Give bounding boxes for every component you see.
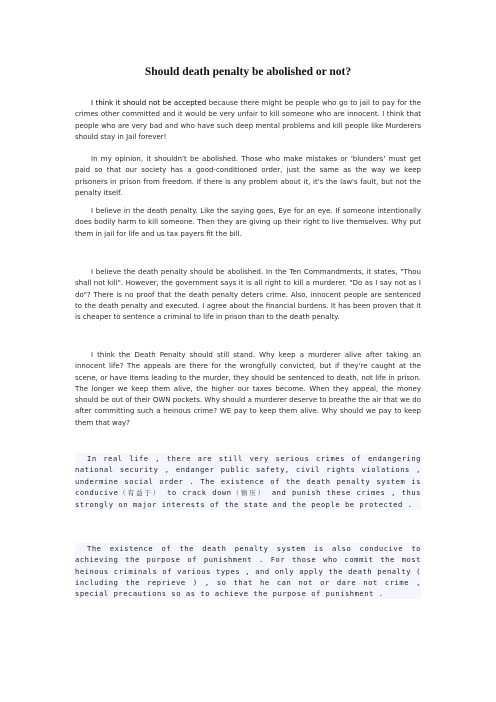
paragraph-4: [75, 267, 421, 323]
paragraph-6-gloss-1: （有益于）: [118, 488, 162, 497]
paragraph-2: In my opinion, it shouldn't be abolished. Those who make mistakes or 'blunders' must get paid so that our society has a good-conditioned order, just the same as the way we keep prisoners in prison from freedom. If there is any problem about it, it's the law's fault, but not the penalty itself.: [75, 155, 421, 197]
paragraph-1-body: because there might be people who go to jail to pay for the crimes other committed and it would be very unfair to kill someone who are innocent. I think that people who are very bad and who have such deep mental problems and kill people like Murderers should stay in Jail forever!: [75, 99, 422, 141]
document-title: Should death penalty be abolished or not?: [144, 66, 352, 78]
paragraph-6-gloss-2: （镇压）: [231, 488, 267, 497]
paragraph-5: I think the Death Penalty should still stand. Why keep a murderer alive after taking an innocent life? The appeals are there for the wrongfully convicted, but if they're caught at the scene, or have items leading to the murder, they should be sentenced to death, not life in prison. The longer we keep them alive, the higher our taxes become. When they appeal, the money should be out of their OWN pockets. Why should a murderer deserve to breathe the air that we do after committing such a heinous crime? WE pay to keep them alive. Why should we pay to keep them that way?: [75, 351, 421, 427]
paragraph-4-lead: I believe the death penalty should be abolished: [91, 268, 261, 276]
paragraph-6: [75, 453, 421, 510]
paragraph-4-body: . In the Ten Commandments, it states, "Thou shall not kill". However, the government says it is all right to kill a murderer. "Do as I say not as I do"? There is no proof that the death penalty deters crime. Also, innocent people are sentenced to the death penalty and executed. I agree about the financial burdens. It has been proven that it is cheaper to sentence a criminal to life in prison than to the death penalty.: [75, 268, 421, 322]
paragraph-3: I believe in the death penalty. Like the saying goes, Eye for an eye. If someone intentionally does bodily harm to kill someone. Then they are giving up their right to live themselves. Why put them in jail for life and us tax payers fit the bill.: [75, 207, 421, 238]
paragraph-1-lead: I think it should not be accepted: [91, 99, 207, 107]
paragraph-6-part-c: and punish these crimes , thus strongly on major interests of the state and the people be protected .: [75, 487, 422, 510]
paragraph-6-part-a: In real life , there are still very serious crimes of endangering national security , endanger public safety, civil rights violations , undermine social order . The existence of the death penalty system is conducive: [75, 454, 421, 497]
paragraph-1: [75, 98, 421, 143]
paragraph-6-part-b: to crack down: [161, 487, 232, 497]
paragraph-7: The existence of the death penalty system is also conducive to achieving the purpose of punishment . For those who commit the most heinous criminals of various types , and only apply the death penalty ( including the reprieve ) , so that he can not or dare not crime , special precautions so as to achieve the purpose of punishment .: [75, 544, 421, 599]
